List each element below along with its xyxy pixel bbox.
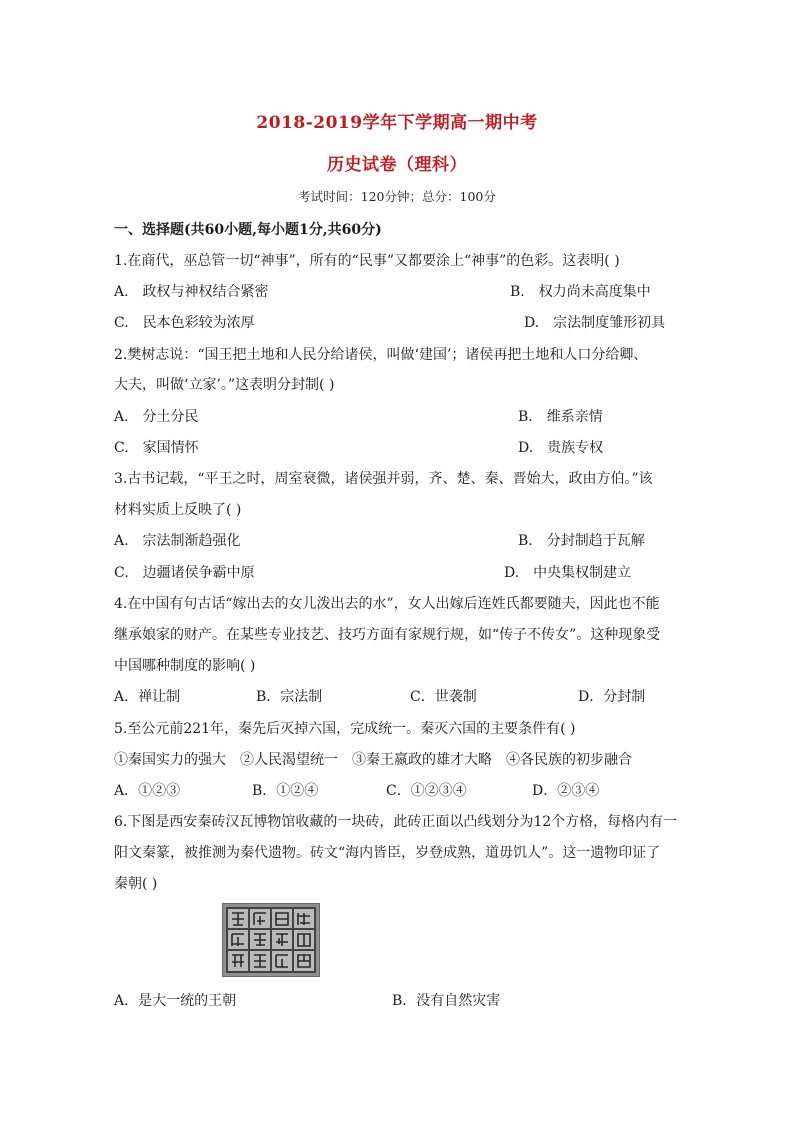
q6-option-a[interactable]: A．是大一统的王朝	[114, 993, 237, 1009]
question-2-text-line1: 2.樊树志说：“国王把土地和人民分给诸侯，叫做‘建国’；诸侯再把土地和人口分给卿、	[114, 347, 648, 363]
exam-info: 考试时间：120分钟；总分：100分	[298, 189, 496, 204]
q4-option-a[interactable]: A．禅让制	[114, 689, 181, 705]
q3-option-c[interactable]: C. 边疆诸侯争霸中原	[114, 565, 255, 581]
question-4-text-line1: 4.在中国有句古话“嫁出去的女儿泼出去的水”，女人出嫁后连姓氏都要随夫，因此也不能	[114, 596, 660, 612]
question-3-text-line2: 材料实质上反映了( )	[114, 502, 242, 518]
question-5-items: ①秦国实力的强大 ②人民渴望统一 ③秦王嬴政的雄才大略 ④各民族的初步融合	[114, 752, 632, 768]
question-6-text-line1: 6.下图是西安秦砖汉瓦博物馆收藏的一块砖，此砖正面以凸线划分为12个方格，每格内有一	[114, 814, 678, 830]
q5-option-a[interactable]: A．①②③	[114, 783, 181, 799]
question-6-text-line3: 秦朝( )	[114, 876, 158, 892]
question-1-text: 1.在商代，巫总管一切“神事”，所有的“民事”又都要涂上“神事”的色彩。这表明( )	[114, 253, 620, 269]
q4-option-d[interactable]: D．分封制	[578, 689, 646, 705]
q4-option-c[interactable]: C．世袭制	[410, 689, 477, 705]
q4-option-b[interactable]: B．宗法制	[256, 689, 323, 705]
question-6-text-line2: 阳文秦篆，被推测为秦代遗物。砖文“海内皆臣，岁登成熟，道毋饥人”。这一遗物印证了	[114, 845, 661, 861]
qin-brick-seal-image	[222, 903, 320, 977]
question-5-text: 5.至公元前221年，秦先后灭掉六国，完成统一。秦灭六国的主要条件有( )	[114, 721, 576, 737]
q1-option-a[interactable]: A. 政权与神权结合紧密	[114, 284, 269, 300]
question-4-text-line3: 中国哪种制度的影响( )	[114, 658, 256, 674]
q2-option-c[interactable]: C. 家国情怀	[114, 440, 199, 456]
q1-option-c[interactable]: C. 民本色彩较为浓厚	[114, 315, 255, 331]
q2-option-a[interactable]: A. 分土分民	[114, 409, 199, 425]
q3-option-a[interactable]: A. 宗法制渐趋强化	[114, 533, 241, 549]
exam-title: 2018-2019学年下学期高一期中考	[256, 113, 538, 133]
exam-subtitle: 历史试卷（理科）	[327, 155, 467, 175]
question-4-text-line2: 继承娘家的财产。在某些专业技艺、技巧方面有家规行规，如“传子不传女”。这种现象受	[114, 627, 661, 643]
section-heading: 一、选择题(共60小题,每小题1分,共60分)	[114, 222, 382, 238]
q5-option-c[interactable]: C．①②③④	[386, 783, 467, 799]
q1-option-d[interactable]: D. 宗法制度雏形初具	[524, 315, 666, 331]
q3-option-d[interactable]: D. 中央集权制建立	[504, 565, 632, 581]
q2-option-b[interactable]: B. 维系亲情	[518, 409, 603, 425]
q5-option-d[interactable]: D．②③④	[532, 783, 600, 799]
q6-option-b[interactable]: B．没有自然灾害	[392, 993, 501, 1009]
q5-option-b[interactable]: B．①②④	[252, 783, 319, 799]
question-3-text-line1: 3.古书记载，“平王之时，周室衰微，诸侯强并弱，齐、楚、秦、晋始大，政由方伯。”该	[114, 471, 653, 487]
q1-option-b[interactable]: B. 权力尚未高度集中	[510, 284, 651, 300]
q3-option-b[interactable]: B. 分封制趋于瓦解	[518, 533, 645, 549]
question-2-text-line2: 大夫，叫做‘立家’。”这表明分封制( )	[114, 377, 335, 393]
q2-option-d[interactable]: D. 贵族专权	[518, 440, 604, 456]
